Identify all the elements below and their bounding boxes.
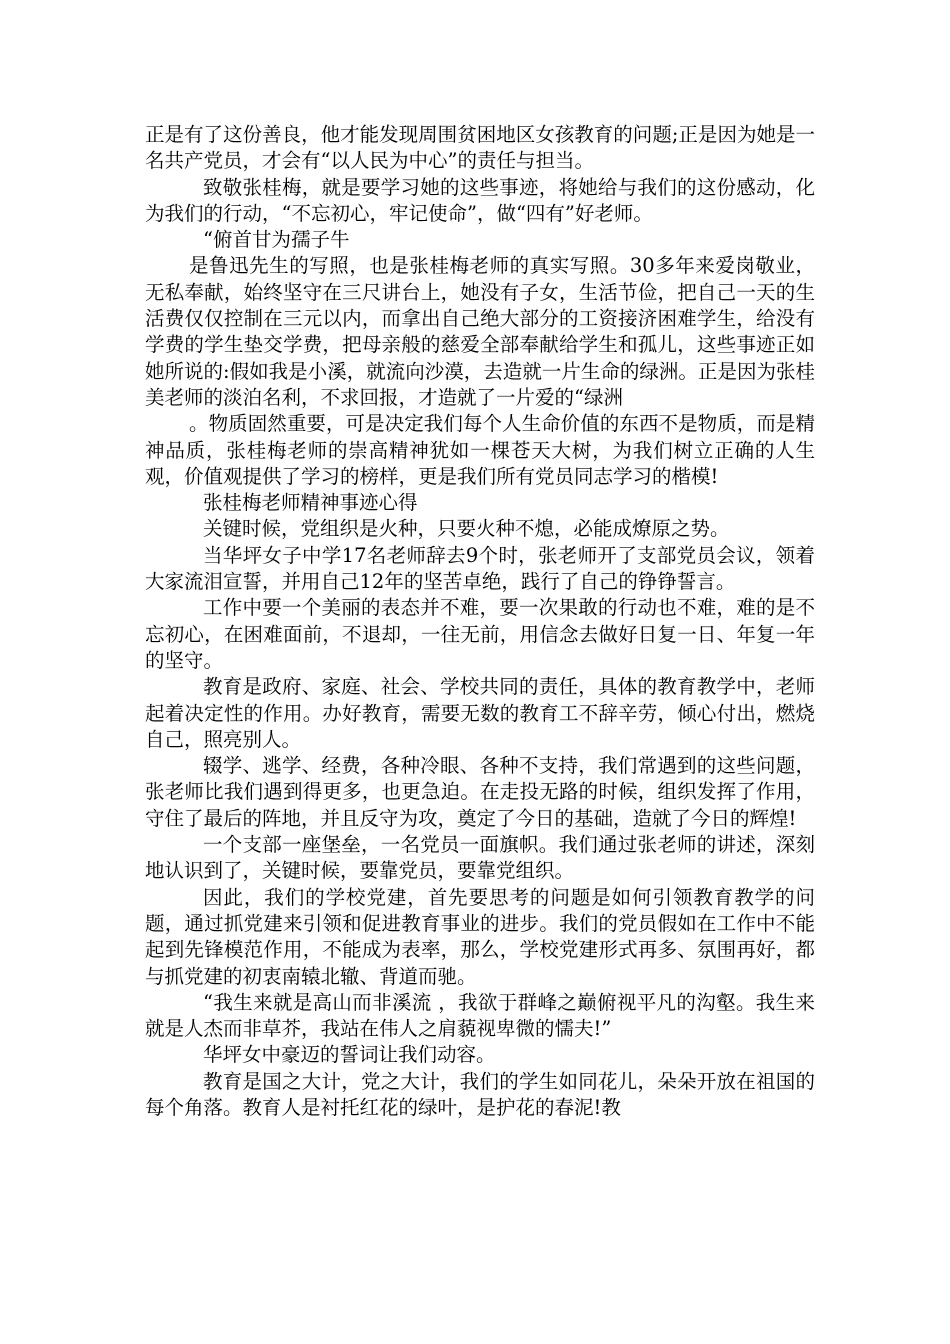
paragraph: 一个支部一座堡垒，一名党员一面旗帜。我们通过张老师的讲述，深刻地认识到了，关键时候，要靠党员，要靠党组织。 — [145, 833, 815, 883]
paragraph: 是鲁迅先生的写照，也是张桂梅老师的真实写照。30多年来爱岗敬业，无私奉献，始终坚守在三尺讲台上，她没有子女，生活节俭，把自己一天的生活费仅仅控制在三元以内，而拿出自己绝大部分的工资接济困难学生，给没有学费的学生垫交学费，把母亲般的慈爱全部奉献给学生和孤儿，这些事迹正如她所说的:假如我是小溪，就流向沙漠，去造就一片生命的绿洲。正是因为张桂美老师的淡泊名利，不求回报，才造就了一片爱的“绿洲 — [145, 254, 815, 409]
paragraph: 工作中要一个美丽的表态并不难，要一次果敢的行动也不难，难的是不忘初心，在困难面前，不退却，一往无前，用信念去做好日复一日、年复一年的坚守。 — [145, 596, 815, 672]
paragraph: “俯首甘为孺子牛 — [203, 228, 350, 252]
paragraph: 教育是政府、家庭、社会、学校共同的责任，具体的教育教学中，老师起着决定性的作用。办好教育，需要无数的教育工不辞辛劳，倾心付出，燃烧自己，照亮别人。 — [145, 675, 815, 751]
paragraph: 正是有了这份善良，他才能发现周围贫困地区女孩教育的问题;正是因为她是一名共产党员，才会有“以人民为中心”的责任与担当。 — [145, 123, 815, 173]
paragraph: 辍学、逃学、经费，各种冷眼、各种不支持，我们常遇到的这些问题，张老师比我们遇到得更多，也更急迫。在走投无路的时候，组织发挥了作用，守住了最后的阵地，并且反守为攻，奠定了今日的基础，造就了今日的辉煌! — [145, 754, 815, 830]
section-heading: 张桂梅老师精神事迹心得 — [203, 491, 418, 515]
paragraph: 华坪女中豪迈的誓词让我们动容。 — [203, 1043, 496, 1067]
paragraph: 。物质固然重要，可是决定我们每个人生命价值的东西不是物质，而是精神品质，张桂梅老师的崇高精神犹如一棵苍天大树，为我们树立正确的人生观，价值观提供了学习的榜样，更是我们所有党员同志学习的楷模! — [145, 412, 815, 488]
paragraph: 教育是国之大计，党之大计，我们的学生如同花儿，朵朵开放在祖国的每个角落。教育人是衬托红花的绿叶，是护花的春泥!教 — [145, 1069, 815, 1119]
paragraph: 当华坪女子中学17名老师辞去9个时，张老师开了支部党员会议，领着大家流泪宣誓，并用自己12年的坚苦卓绝，践行了自己的铮铮誓言。 — [145, 543, 815, 594]
paragraph: 因此，我们的学校党建，首先要思考的问题是如何引领教育教学的问题，通过抓党建来引领和促进教育事业的进步。我们的党员假如在工作中不能起到先锋模范作用，不能成为表率，那么，学校党建形式再多、氛围再好，都与抓党建的初衷南辕北辙、背道而驰。 — [145, 885, 815, 988]
paragraph: 致敬张桂梅，就是要学习她的这些事迹，将她给与我们的这份感动，化为我们的行动，“不忘初心，牢记使命”，做“四有”好老师。 — [145, 175, 815, 225]
document-page — [145, 122, 815, 1121]
paragraph: 关键时候，党组织是火种，只要火种不熄，必能成燎原之势。 — [203, 517, 730, 541]
quote-paragraph: “我生来就是高山而非溪流 ，我欲于群峰之巅俯视平凡的沟壑。我生来就是人杰而非草芥，我站在伟人之肩藐视卑微的懦夫!” — [145, 990, 815, 1041]
